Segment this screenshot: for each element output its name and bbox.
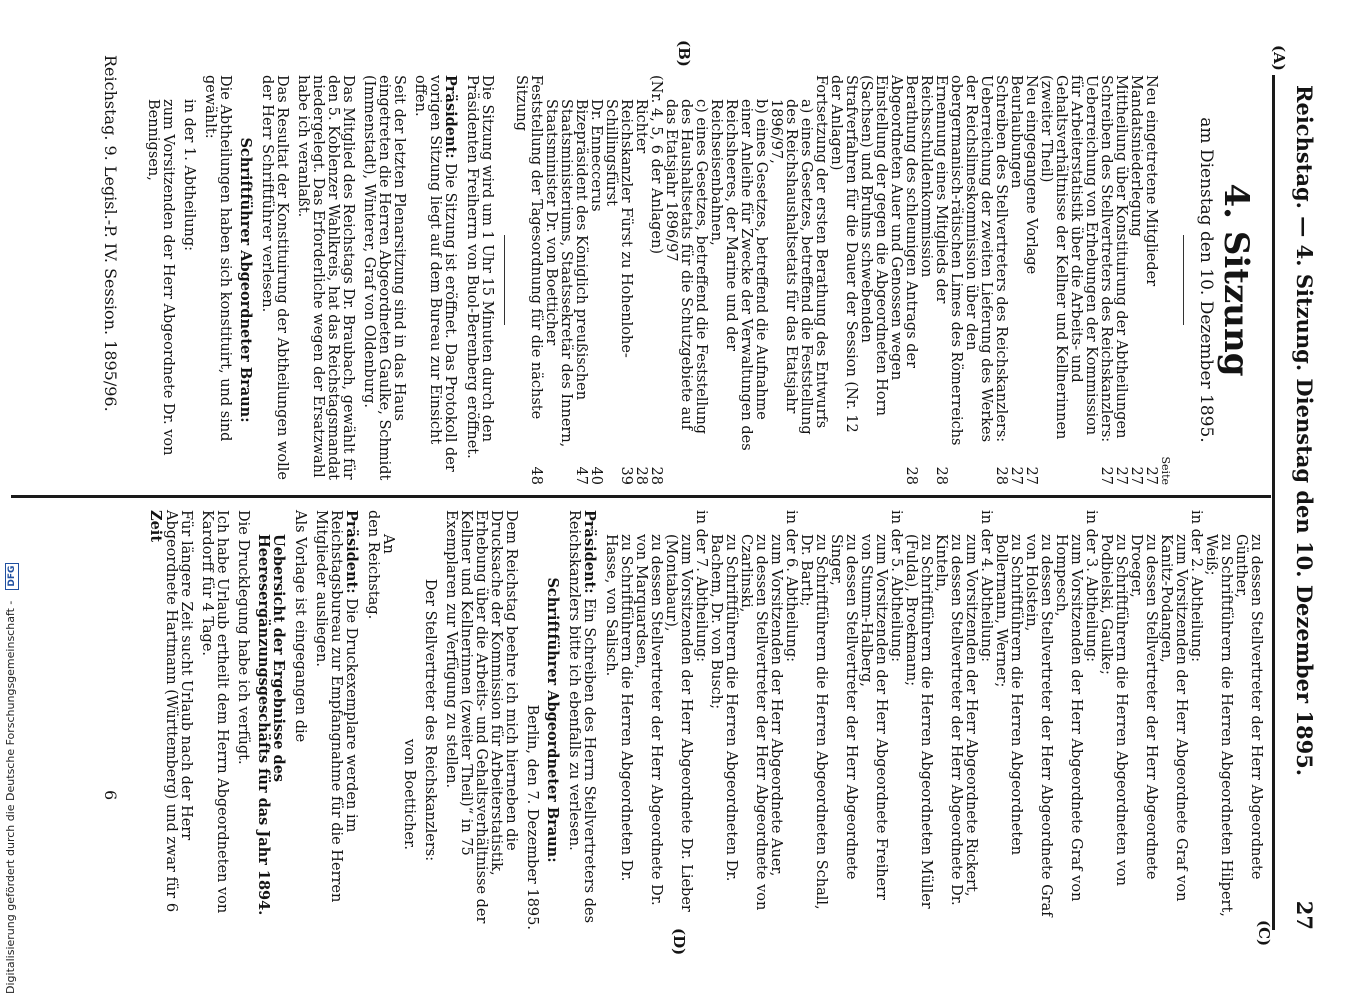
speaker-text: Die Sitzung ist eröffnet. Das Protokoll der vorigen Sitzung liegt auf dem Bureau zur Einsicht offen. [412,75,458,472]
toc-entry-text: a) eines Gesetzes, betreffend die Feststellung des Reichshaushaltsetats für das Etatsjahr 1896/97, [768,99,814,435]
paragraph: Seit der letzten Plenarsitzung sind in das Haus eingetreten die Herren Abgeordneten Gaulke, Schmidt (Immenstadt), Winterer, Graf von Oldenburg. [361,75,407,481]
toc-entry [543,75,588,485]
short-rule [1183,235,1184,325]
toc-entry-page: 39 [618,466,634,485]
toc-entry [708,75,768,485]
abtheilung-line: zu dessen Stellvertreter der Herr Abgeordnete Günther, [1233,534,1264,880]
toc-entry [1143,75,1158,485]
toc-entry-page: 28 [633,466,649,485]
opening-paragraph: Die Sitzung wird um 1 Uhr 15 Minuten durch den Präsidenten Freiherrn von Buol-Berenberg eröffnet. [464,75,495,459]
toc-entry-text: Bizepräsident des Königlich preußischen Staatsministeriums, Staatssekretär des Innern, Staatsminister Dr. von Boetticher [543,99,589,448]
abtheilung-line: in der 4. Abtheilung: [978,510,994,663]
toc-entry [648,75,663,485]
abtheilung-line: in der 2. Abtheilung: [1188,510,1204,663]
abtheilung-line: zu dessen Stellvertreter der Herr Abgeordnete von Czarlinski, [738,534,769,911]
abtheilung-line: in der 3. Abtheilung: [1083,510,1099,663]
header-title: Reichstag. — 4. Sitzung. Dienstag den 10. Dezember 1895. [1292,85,1317,777]
paragraph: Die Abtheilungen haben sich konstituirt, und sind gewählt: [202,75,233,442]
left-column [139,75,1263,485]
toc-entry [768,75,813,485]
toc-entry-page: 27 [1143,466,1159,485]
paragraph: in der 1. Abtheilung: [181,99,197,252]
seite-label: Seite [1159,456,1172,485]
toc-entry-page: 27 [1098,466,1114,485]
president-paragraph [412,75,458,485]
dfg-logo: DFG [5,563,19,590]
right-column [141,510,1263,930]
letter-address [365,510,395,930]
toc-entry [1113,75,1128,485]
letter-signoff: Der Stellvertreter des Reichskanzlers: [422,578,438,862]
paragraph [147,510,193,930]
toc-entry-page: 27 [1113,466,1129,485]
toc-entry-text: Mandatsniederlegung [1128,75,1144,237]
header-rule [1272,75,1275,930]
toc-entry-page: 28 [903,466,919,485]
toc-entry-page: 47 [573,466,589,485]
margin-marker-d: (D) [670,928,688,956]
abtheilung-line: zu dessen Stellvertreter der Herr Abgeordnete Singer, [828,534,859,880]
abtheilung-line: zum Vorsitzenden der Herr Abgeordnete Graf von Hompesch, [1053,534,1084,902]
toc-entry [1023,75,1038,485]
abtheilung-line: zum Vorsitzenden der Herr Abgeordnete Dr. Lieber (Montabaur), [663,534,694,912]
toc-entry-page: 28 [993,466,1009,485]
toc-entry-text: c) eines Gesetzes, betreffend die Feststellung des Haushaltsetats für die Schutzgebiete auf das Etatsjahr 1896/97 [663,99,709,435]
margin-marker-a: (A) [1270,45,1288,71]
toc-entry-page: 28 [648,466,664,485]
toc-entry-text: b) eines Gesetzes, betreffend die Aufnahme einer Anleihe für Zwecke der Verwaltungen des Reichsheeres, der Marine und der Reichseisenbahnen, [708,99,769,451]
abtheilung-line: zu Schriftführern die Herren Abgeordneten Bollermann, Werner; [993,534,1024,856]
toc-entry-page: 40 [588,466,604,485]
toc-entry-text: Fortsetzung der ersten Berathung des Entwurfs [813,75,829,429]
abtheilung-line: zum Vorsitzenden der Herr Abgeordnete Graf von Kanitz-Podangen, [1158,534,1189,902]
abtheilung-line: in der 6. Abtheilung: [783,510,799,663]
toc-entry-text: Mittheilung über Konstituirung der Abtheilungen [1113,75,1129,439]
paragraph: Die Drucklegung habe ich verfügt. [235,510,251,765]
speaker-label: Präsident: [581,510,598,594]
toc-entry [633,75,648,485]
abtheilung-line: in der 7. Abtheilung: [693,510,709,663]
toc-entry-text: Schreiben des Stellvertreters des Reichskanzlers: Ueberreichung der zweiten Lieferung des Werkes der Reichslimeskommission über den obergermanisch-rätischen Limes des Römerreichs [948,75,1009,446]
abtheilung-line: zum Vorsitzenden der Herr Abgeordnete Rickert, [963,534,979,897]
footer-signature-mark: 6 [101,790,120,801]
toc-entry [948,75,1008,485]
abtheilung-line: zu dessen Stellvertreter der Herr Abgeordnete Graf von Holstein, [1023,534,1054,917]
session-title: 4. Sitzung [1216,183,1256,377]
toc-entry [828,75,918,485]
president-paragraph [313,510,359,930]
abtheilung-line: zu Schriftführern die Herren Abgeordneten Müller (Fulda), Broekmann; [903,534,934,909]
toc-entry [588,75,603,485]
abtheilung-line: zu Schriftführern die Herren Abgeordneten von Podbielski, Gaulke; [1098,534,1129,887]
short-rule-2 [504,235,505,325]
table-of-contents [513,75,1158,485]
dfg-note: Digitalisierung gefördert durch die Deutsche Forschungsgemeinschaft - [4,600,17,994]
toc-entry-text: Schreiben des Stellvertreters des Reichskanzlers: Ueberreichung von Erhebungen der Kommission für Arbeiterstatistik über die Arbeits- und Gehaltsverhältnisse der Kellner und Kellnerinnen (zweiter Theil) [1038,75,1114,443]
toc-entry-text: Feststellung der Tagesordnung für die nächste Sitzung [513,75,544,420]
address-line: den Reichstag. [365,510,381,620]
paragraph: Das Resultat der Konstituirung der Abtheilungen wolle der Herr Schriftführer verlesen. [259,75,290,480]
address-line: An [380,534,396,554]
toc-entry-page: 27 [1128,466,1144,485]
paragraph: Ich habe Urlaub ertheilt dem Herrn Abgeordneten von Kardorff für 4 Tage. [199,510,230,914]
toc-entry-text: Berathung des schleunigen Antrags der Abgeordneten Auer und Genossen wegen Einstellung der gegen die Abgeordneten Horn (Sachsen) und Bruhns schwebenden Strafverfahren für die Dauer der Session (Nr. 12 der Anlagen) [828,75,919,433]
abtheilung-line: in der 5. Abtheilung: [888,510,904,663]
abtheilung-line: zu Schriftführern die Herren Abgeordneten Dr. Bachem, Dr. von Busch; [708,534,739,882]
session-date: am Dienstag den 10. Dezember 1895. [1196,117,1216,443]
margin-marker-c: (C) [1255,920,1273,947]
toc-entry-page: 27 [1008,466,1024,485]
toc-entry [1038,75,1113,485]
running-header [1283,85,1323,930]
dfg-strip [0,0,22,1000]
abtheilung-line: zu dessen Stellvertreter der Herr Abgeordnete Dr. von Marquardsen, [633,534,664,906]
toc-entry-text: Neu eingetretene Mitglieder [1143,75,1159,287]
president-paragraph [566,510,597,930]
toc-entry-text: Dr. Enneccerus [588,99,604,212]
speaker-text: Die Druckexemplare werden im Reichstagsbureau zur Empfangnahme für die Herren Mitglieder ausliegen. [313,510,359,903]
toc-entry [1008,75,1023,485]
toc-entry-text: Neu eingegangene Vorlage [1023,75,1039,275]
toc-entry-text: Ernennung eines Mitglieds der Reichsschuldenkommission [918,75,949,304]
toc-entry-text: Richter [633,99,649,154]
letter-signature: von Boetticher. [401,738,417,850]
toc-entry-text: Reichskanzler Fürst zu Hohenlohe-Schillingsfürst [603,99,634,358]
abtheilung-line: zu dessen Stellvertreter der Herr Abgeordnete Droeger, [1128,534,1159,880]
paragraph: Als Vorlage ist eingegangen die [292,510,308,743]
footer-session: Reichstag. 9. Legisl.-P. IV. Session. 1895/96. [101,55,120,412]
speaker-label: Präsident: [442,75,459,159]
column-divider [11,495,1271,498]
toc-entry [603,75,633,485]
margin-marker-b: (B) [675,40,693,67]
page-number: 27 [1292,900,1317,930]
toc-entry [663,75,708,485]
letter-body: Dem Reichstag beehre ich mich hierneben die Drucksache der Kommission für Arbeiterstatistik, Erhebung über die Arbeits- und Gehaltsverhältnisse der Kellner und Kellnerinnen (zweiter Theil)“ in 75 Exemplaren zur Verfügung zu stellen. [443,510,519,924]
abtheilung-line: zum Vorsitzenden der Herr Abgeordnete Freiherr von Stumm-Halberg, [858,534,889,901]
paragraph: zum Vorsitzenden der Herr Abgeordnete Dr. von Bennigsen, [145,99,176,456]
toc-entry-text: Beurlaubungen [1008,75,1024,189]
toc-entry [513,75,543,485]
toc-entry [813,75,828,485]
paragraph-text: Zeit [147,510,164,543]
toc-entry-text: (Nr. 4, 5, 6 der Anlagen) [648,75,664,254]
speaker-text: Ein Schreiben des Herrn Stellvertreters des Reichskanzlers bitte ich ebenfalls zu verlesen. [566,510,597,924]
letter-date: Berlin, den 7. Dezember 1895. [524,704,540,930]
abtheilung-line: zu Schriftführern die Herren Abgeordneten Dr. Hasse, von Salisch. [603,534,634,882]
abtheilung-line: zum Vorsitzenden der Herr Abgeordnete Auer, [768,534,784,877]
toc-entry-page: 28 [933,466,949,485]
abtheilung-line: zu dessen Stellvertreter der Herr Abgeordnete Dr. Kinteln, [933,534,964,906]
speaker-label: Schriftführer Abgeordneter Braun: [237,137,254,423]
abtheilung-line: zu Schriftführern die Herren Abgeordneten Hilpert, Weiß; [1203,534,1234,917]
paragraph: Das Mitglied des Reichstags Dr. Braubach, gewählt für den 5. Koblenzer Wahlkreis, hat das Reichstagsmandat niedergelegt. Das Erforderliche wegen der Ersatzwahl habe ich veranlaßt. [295,75,356,481]
speaker-label: Schriftführer Abgeordneter Braun: [544,577,561,863]
toc-entry [918,75,948,485]
abtheilungen-list [603,510,1263,930]
toc-entry-page: 48 [528,466,544,485]
toc-entry [1128,75,1143,485]
paragraph: Uebersicht der Ergebnisse des Heeresergänzungsgeschäfts für das Jahr 1894. [255,534,287,916]
toc-entry-page: 27 [1023,466,1039,485]
abtheilung-line: zu Schriftführern die Herren Abgeordneten Schall, Dr. Barth; [798,534,829,910]
paragraph-text: Für längere Zeit sucht Urlaub nach der Herr Abgeordnete Hartmann (Württemberg) und zwar für 6 [163,510,194,913]
speaker-label: Präsident: [343,510,360,594]
